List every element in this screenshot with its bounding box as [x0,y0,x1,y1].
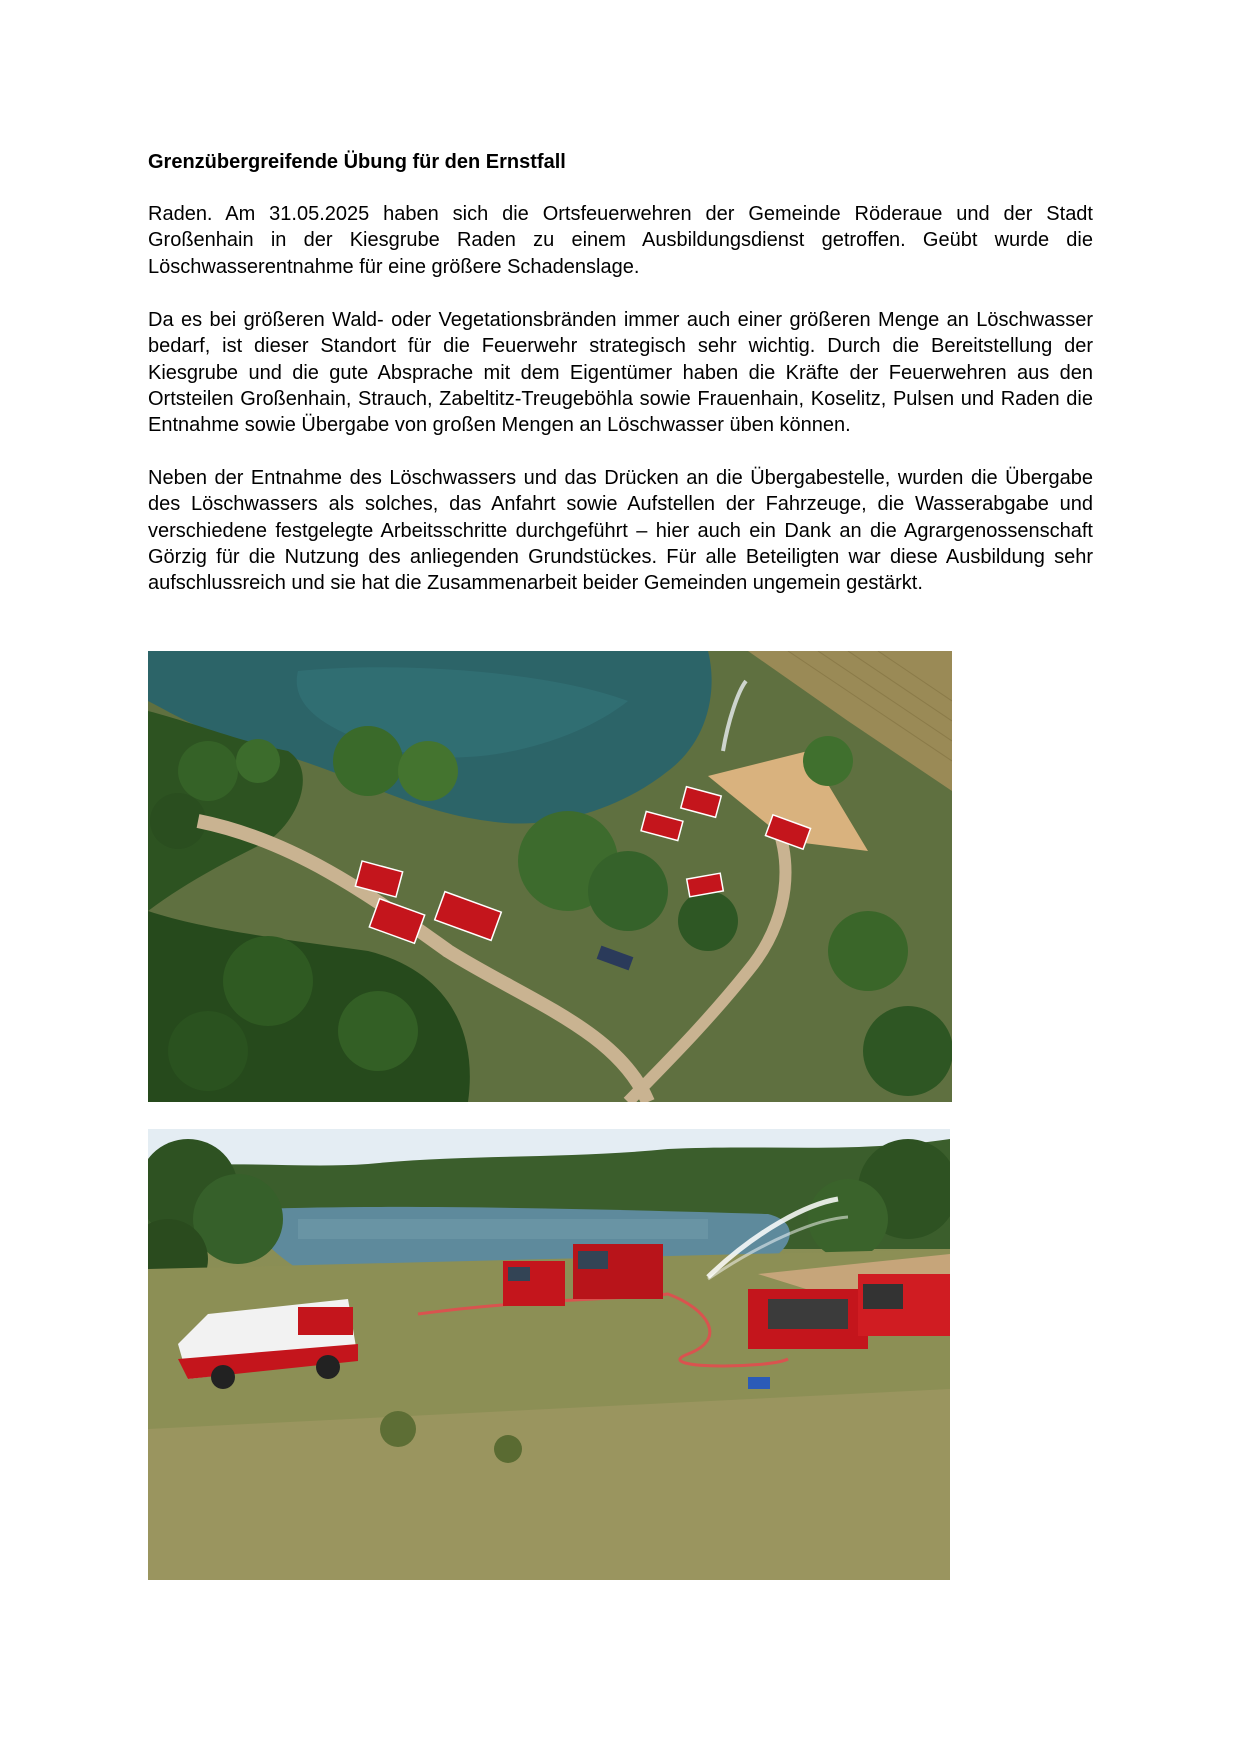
aerial-photo [148,651,952,1102]
paragraph-location: Da es bei größeren Wald- oder Vegetationsbränden immer auch einer größeren Menge an Löschwasser bedarf, ist dieser Standort für die Feuerwehr strategisch sehr wichtig. Durch die Bereitstellung der Kiesgrube und die gute Absprache mit dem Eigentümer haben die Kräfte der Feuerwehren aus den Ortsteilen Großenhain, Strauch, Zabeltitz-Treugeböhla sowie Frauenhain, Koselitz, Pulsen und Raden die Entnahme sowie Übergabe von großen Mengen an Löschwasser üben können. [148,309,1093,437]
page-title: Grenzübergreifende Übung für den Ernstfall [148,151,566,173]
paragraph-intro: Raden. Am 31.05.2025 haben sich die Ortsfeuerwehren der Gemeinde Röderaue und der Stadt Großenhain in der Kiesgrube Raden zu einem Ausbildungsdienst getroffen. Geübt wurde die Löschwasserentnahme für eine größere Schadenslage. [148,203,1093,278]
paragraph-exercise: Neben der Entnahme des Löschwassers und das Drücken an die Übergabestelle, wurden die Übergabe des Löschwassers als solches, das Anfahrt sowie Aufstellen der Fahrzeuge, die Wasserabgabe und verschiedene festgelegte Arbeitsschritte durchgeführt – hier auch ein Dank an die Agrargenossenschaft Görzig für die Nutzung des anliegenden Grundstückes. Für alle Beteiligten war diese Ausbildung sehr aufschlussreich und sie hat die Zusammenarbeit beider Gemeinden ungemein gestärkt. [148,467,1093,595]
lakeside-photo [148,1129,950,1580]
